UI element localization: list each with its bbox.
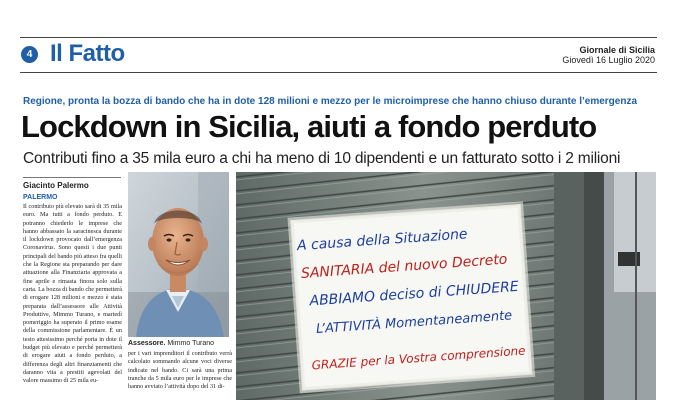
section-title: Il Fatto	[50, 40, 125, 67]
dateline: PALERMO	[23, 194, 58, 201]
portrait-illustration	[128, 172, 229, 337]
article-body-column-2: per i vari imprenditori il contributo verrà calcolato sommando alcune voci diverse indicate nel bando. Ci sarà una prima tranche da 5 mila euro per le imprese che hanno avviato l’attività dopo del 31 di-	[128, 350, 232, 391]
newspaper-name: Giornale di Sicilia	[579, 45, 655, 55]
page-number-badge: 4	[21, 46, 38, 63]
photo-caption-label: Assessore.	[128, 340, 166, 347]
issue-date: Giovedì 16 Luglio 2020	[562, 55, 655, 65]
article-kicker: Regione, pronta la bozza di bando che ha in dote 128 milioni e mezzo per le microimprese che hanno chiuso durante l’emergenza	[23, 96, 638, 107]
sign-line-4: L’ATTIVITÀ Momentaneamente	[315, 308, 513, 338]
sign-line-5: GRAZIE per la Vostra comprensione	[311, 343, 526, 373]
sign-line-2: SANITARIA del nuovo Decreto	[300, 251, 508, 282]
article-subheadline: Contributi fino a 35 mila euro a chi ha meno di 10 dipendenti e un fatturato sotto i 2 milioni	[23, 150, 621, 167]
sign-line-3: ABBIAMO deciso di CHIUDERE	[309, 278, 520, 310]
portrait-photo	[128, 172, 229, 337]
article-body-column-1: Il contributo più elevato sarà di 35 mila euro. Ma tutti a fondo perduto. E potranno chiederlo le imprese che hanno abbassato la saracinesca durante il lockdown provocato dall’emergenza Coronavirus. Sono questi i due punti principali del bando più atteso fra quelli che la Regione sta preparando per dare attuazione alla Finanziaria approvata a fine aprile e rimasta finora solo sulla carta. La bozza di bando che permetterà di erogare 128 milioni e mezzo è stata preparata dall’assessore alle Attività Produttive, Mimmo Turano, e martedì pomeriggio ha superato il primo esame della commissione parlamentare. È un testo attesissimo perché porta in dote il budget più elevato e perché permetterà di erogare aiuti a fondo perduto, a differenza degli altri finanziamenti che daranno vita a prestiti agevolati del valore massimo di 25 mila eu-	[23, 203, 122, 385]
shutter-photo	[236, 172, 656, 400]
article-headline: Lockdown in Sicilia, aiuti a fondo perduto	[21, 109, 597, 144]
byline: Giacinto Palermo	[23, 181, 89, 190]
sign-line-1: A causa della Situazione	[296, 226, 469, 255]
shutter-illustration	[236, 172, 656, 400]
top-rule	[20, 37, 657, 38]
photo-caption-name: Mimmo Turano	[167, 340, 214, 347]
photo-caption	[128, 340, 214, 347]
byline-rule	[23, 177, 121, 178]
header-rule	[20, 72, 657, 73]
